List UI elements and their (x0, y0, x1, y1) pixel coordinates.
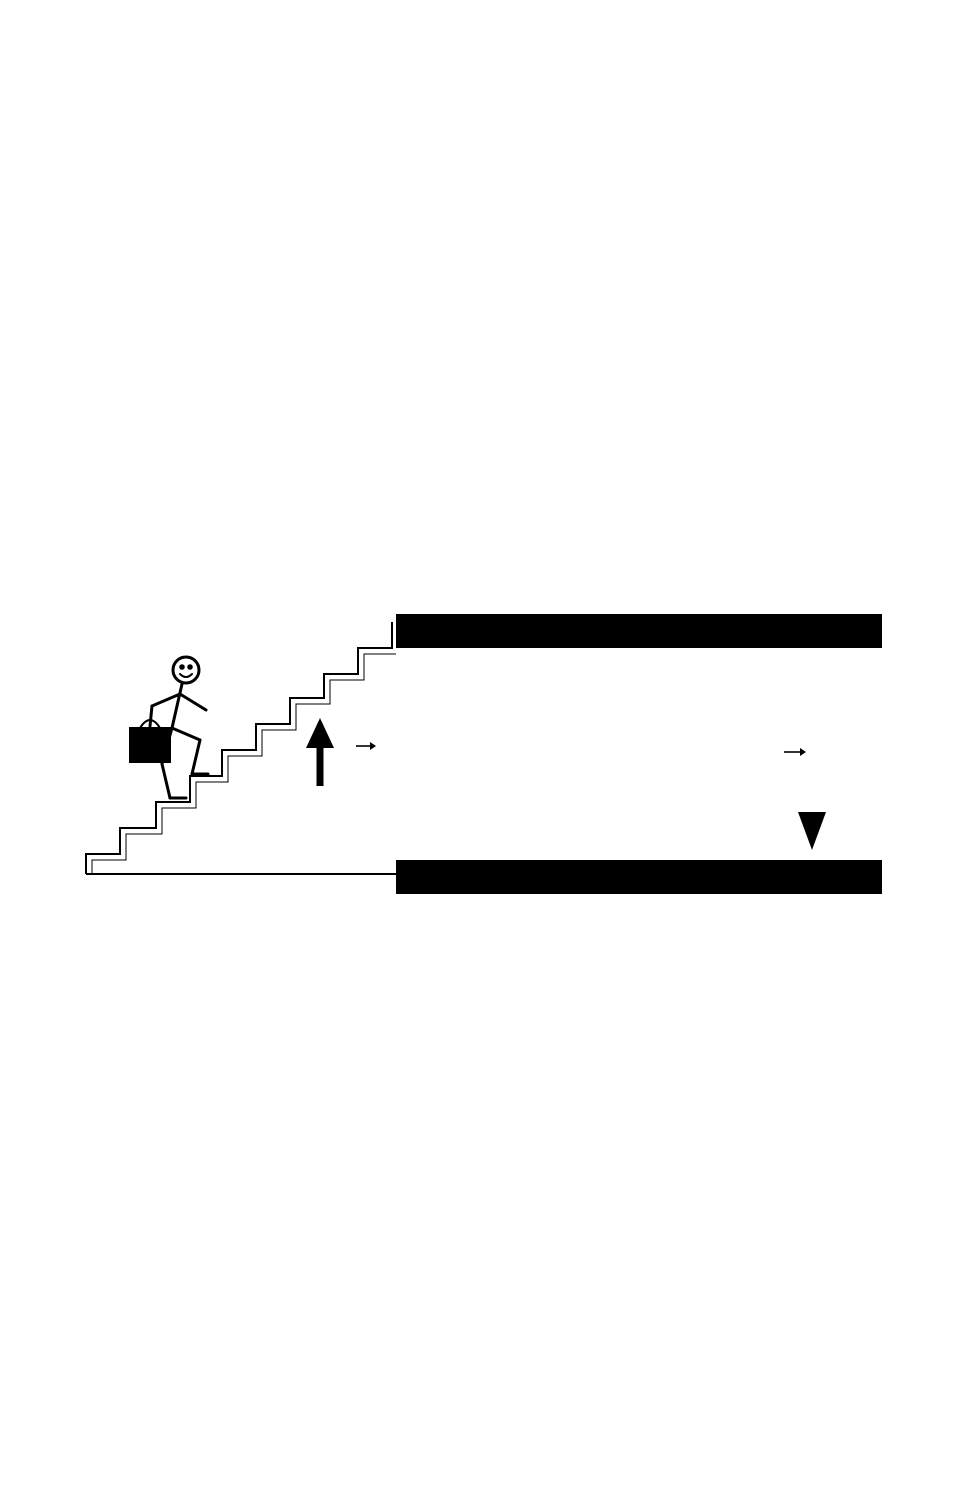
paragraph-question (5, 974, 958, 1025)
paragraph-work (5, 1186, 958, 1229)
capacitor-stairs-figure (0, 600, 960, 910)
field-vector-arrow-head (800, 748, 806, 756)
paragraph-intro (5, 84, 958, 126)
field-arrow-head (798, 812, 826, 850)
paragraph-charge (5, 1020, 958, 1063)
staircase-inner (92, 654, 396, 874)
ds-vector-arrow-head (370, 742, 376, 750)
paragraph-figure-intro (5, 458, 958, 501)
ds-arrow-head (306, 718, 334, 748)
charge-bag (130, 728, 170, 762)
paragraph-storage (5, 209, 958, 251)
bottom-plate (396, 860, 882, 894)
top-plate (396, 614, 882, 648)
equation-potential-difference (430, 1110, 436, 1154)
